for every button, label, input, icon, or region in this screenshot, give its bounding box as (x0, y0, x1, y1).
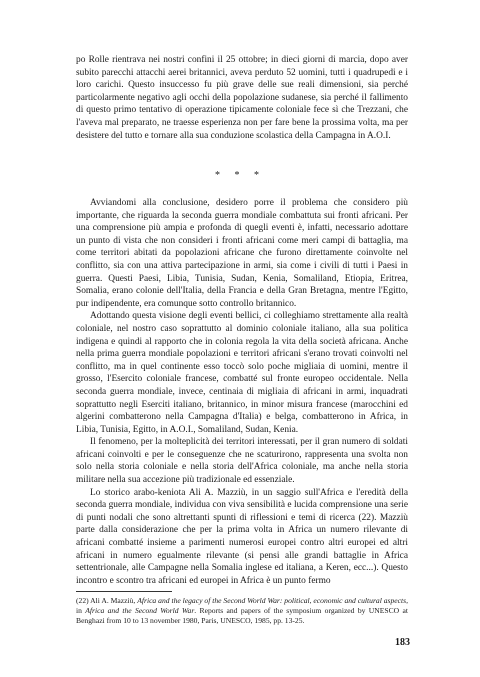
footnote (76, 596, 408, 626)
footnote-divider (76, 591, 172, 592)
paragraph-colonial-reality: Adottando questa visione degli eventi bellici, ci colleghiamo strettamente alla realtà coloniale, nel nostro caso soprattutto al dominio coloniale italiano, alla sua politica indigena e quindi al rapporto che in colonia regola la vita della società africana. Anche nella prima guerra mondiale popolazioni e territori africani s'erano trovati coinvolti nel conflitto, ma in quel continente esso toccò solo poche migliaia di uomini, mentre il grosso, l'Esercito coloniale francese, combatté sul fronte europeo occidentale. Nella seconda guerra mondiale, invece, centinaia di migliaia di africani in armi, inquadrati soprattutto negli Eserciti italiano, britannico, in minor misura francese (marocchini ed algerini combatterono nella Campagna d'Italia) e belga, combatterono in Africa, in Libia, Tunisia, Egitto, in A.O.I., Somaliland, Sudan, Kenia. (76, 311, 408, 435)
footnote-prefix: (22) Ali A. Mazziù, (76, 596, 138, 605)
page-number: 183 (395, 637, 410, 648)
continued-paragraph: po Rolle rientrava nei nostri confini il 25 ottobre; in dieci giorni di marcia, dopo aver subito parecchi attacchi aerei britannici, aveva perduto 52 uomini, tutti i quadrupedi e i loro carichi. Questo insuccesso fu più grave delle sue reali dimensioni, sia perché particolarmente negativo agli occhi della popolazione sudanese, sia perché il fallimento di questo primo tentativo di operazione tipicamente coloniale fece sì che Trezzani, che l'aveva mal preparato, ne traesse esperienza non per fare bene la prossima volta, ma per desistere del tutto e tornare alla sua conduzione scolastica della Campagna in A.O.I. (76, 55, 408, 141)
footnote-title: Africa and the legacy of the Second World War: political, economic and cultural aspects (137, 596, 407, 605)
continued-paragraph-block (76, 54, 408, 142)
section-separator: * * * (215, 170, 265, 181)
main-text-block (76, 197, 408, 587)
paragraph-phenomenon: Il fenomeno, per la molteplicità dei territori interessati, per il gran numero di soldati africani coinvolti e per le conseguenze che ne scaturirono, rappresenta una svolta non solo nella storia coloniale e nella storia dell'Africa coloniale, ma anche nella storia militare nella sua accezione più tradizionale ed essenziale. (76, 437, 408, 486)
footnote-suffix: . Reports and papers of the symposium organized by UNESCO at Benghazi from 10 to 13 november 1980, Paris, UNESCO, 1985, pp. 13-25. (76, 606, 408, 625)
footnote-middle: , in (76, 596, 408, 615)
paragraph-conclusion-intro: Avviandomi alla conclusione, desidero porre il problema che considero più importante, che riguarda la seconda guerra mondiale combattuta sui fronti africani. Per una comprensione più ampia e profonda di quegli eventi è, infatti, necessario adottare un punto di vista che non consideri i fronti africani come meri campi di battaglia, ma come territori abitati da popolazioni africane che furono direttamente coinvolte nel conflitto, sia con una attiva partecipazione in armi, sia come i civili di tutti i Paesi in guerra. Questi Paesi, Libia, Tunisia, Sudan, Kenia, Somaliland, Etiopia, Eritrea, Somalia, erano colonie dell'Italia, della Francia e della Gran Bretagna, mentre l'Egitto, pur indipendente, era comunque sotto controllo britannico. (76, 198, 408, 309)
footnote-source: Africa and the Second World War (85, 606, 195, 615)
paragraph-mazziu: Lo storico arabo-keniota Ali A. Mazziù, in un saggio sull'Africa e l'eredità della seconda guerra mondiale, individua con viva sensibilità e lucida comprensione una serie di punti nodali che sono altrettanti spunti di riflessioni e temi di ricerca (22). Mazziù parte dalla considerazione che per la prima volta in Africa un numero rilevante di africani combatté insieme a parimenti numerosi europei contro altri europei ed altri africani in numero egualmente rilevante (si pensi alle grandi battaglie in Africa settentrionale, alle Campagne nella Somalia inglese ed italiana, a Keren, ecc...). Questo incontro e scontro tra africani ed europei in Africa è un punto fermo (76, 487, 408, 586)
